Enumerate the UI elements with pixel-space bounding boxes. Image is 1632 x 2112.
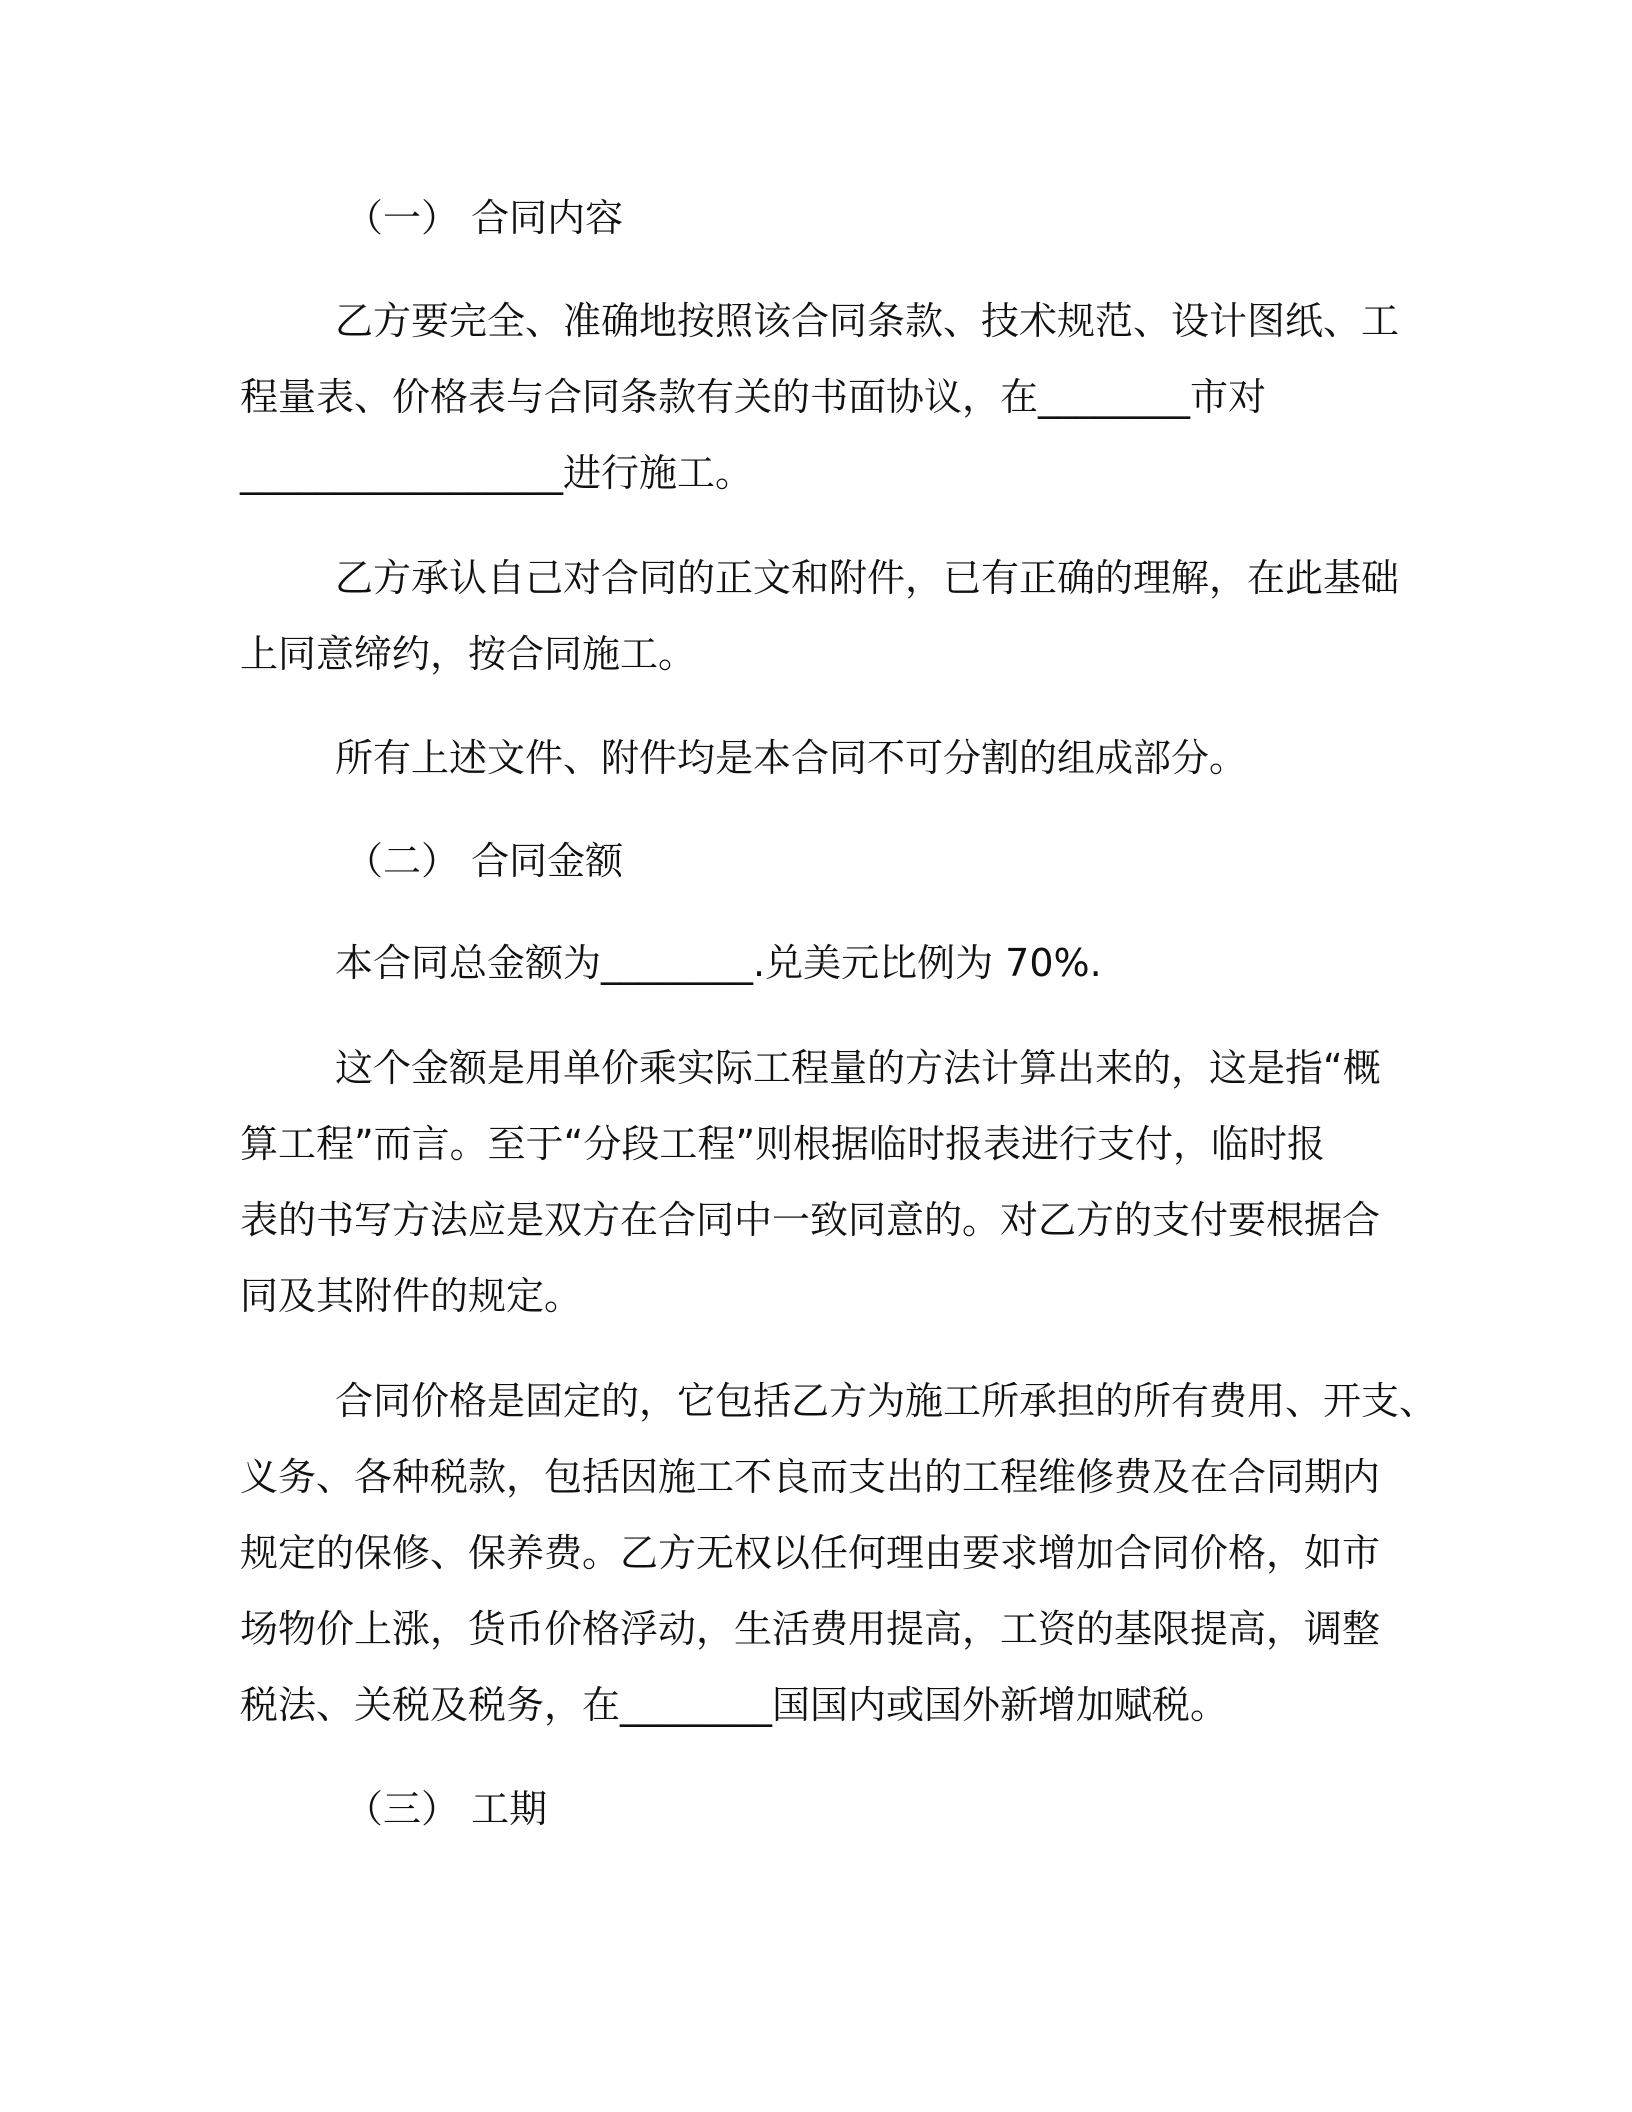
paragraph-line: 同及其附件的规定。 [240,1274,583,1318]
paragraph-line: 乙方要完全、准确地按照该合同条款、技术规范、设计图纸、工 [335,299,1400,343]
paragraph-line: _________________进行施工。 [240,451,754,495]
paragraph-line: 场物价上涨，货币价格浮动，生活费用提高，工资的基限提高，调整 [240,1607,1381,1651]
section-heading-1: （一） 合同内容 [345,196,624,240]
paragraph-line: 所有上述文件、附件均是本合同不可分割的组成部分。 [335,736,1248,780]
paragraph-line: 上同意缔约，按合同施工。 [240,632,697,676]
paragraph-line: 表的书写方法应是双方在合同中一致同意的。对乙方的支付要根据合 [240,1198,1381,1242]
section-heading-3: （三） 工期 [345,1787,548,1831]
paragraph-line: 乙方承认自己对合同的正文和附件，已有正确的理解，在此基础 [335,556,1400,600]
paragraph-line: 算工程”而言。至于“分段工程”则根据临时报表进行支付，临时报 [240,1122,1326,1166]
paragraph-line: 税法、关税及税务，在________国国内或国外新增加赋税。 [240,1683,1229,1727]
paragraph-line: 程量表、价格表与合同条款有关的书面协议，在________市对 [240,375,1267,419]
paragraph-line: 这个金额是用单价乘实际工程量的方法计算出来的，这是指“概 [335,1046,1381,1090]
paragraph-line: 合同价格是固定的，它包括乙方为施工所承担的所有费用、开支、 [335,1379,1438,1423]
paragraph-line: 规定的保修、保养费。乙方无权以任何理由要求增加合同价格，如市 [240,1531,1381,1575]
paragraph-line: 本合同总金额为________.兑美元比例为 70%. [335,941,1102,985]
section-heading-2: （二） 合同金额 [345,839,624,883]
paragraph-line: 义务、各种税款，包括因施工不良而支出的工程维修费及在合同期内 [240,1455,1381,1499]
